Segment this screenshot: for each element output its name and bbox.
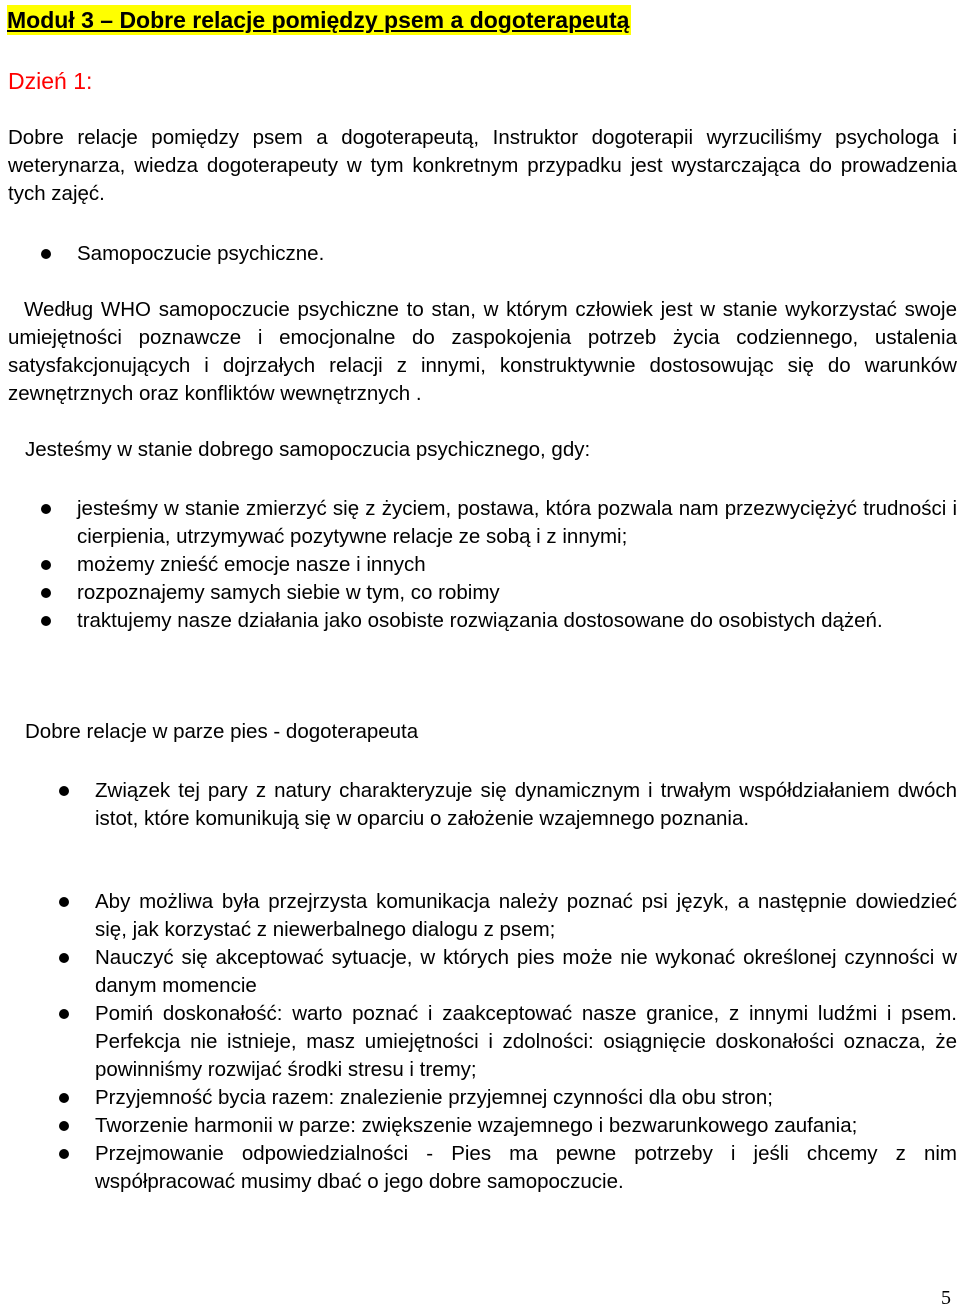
list-item	[95, 1000, 957, 1084]
list-item	[95, 1084, 957, 1112]
bullet-dot-icon	[41, 249, 51, 259]
list-item-text: Przejmowanie odpowiedzialności - Pies ma pewne potrzeby i jeśli chcemy z nim współpracować musimy dbać o jego dobre samopoczucie.	[95, 1142, 957, 1193]
list-item-text: Aby możliwa była przejrzysta komunikacja należy poznać psi język, a następnie dowiedzieć się, jak korzystać z niewerbalnego dialogu z psem;	[95, 890, 957, 941]
list-item-text: Pomiń doskonałość: warto poznać i zaakceptować nasze granice, z innymi ludźmi i psem. Perfekcja nie istnieje, masz umiejętności i zdolności: osiągnięcie doskonałości oznacza, że powinniśmy rozwijać środki stresu i tremy;	[95, 1002, 957, 1081]
lead-paragraph: Jesteśmy w stanie dobrego samopoczucia psychicznego, gdy:	[25, 438, 591, 461]
list-item-text: rozpoznajemy samych siebie w tym, co robimy	[77, 581, 500, 604]
list-item-text: jesteśmy w stanie zmierzyć się z życiem, postawa, która pozwala nam przezwyciężyć trudności i cierpienia, utrzymywać pozytywne relacje ze sobą i z innymi;	[77, 497, 957, 548]
wellbeing-bullet	[77, 240, 957, 268]
page-number: 5	[941, 1287, 951, 1309]
bullet-dot-icon	[41, 588, 51, 598]
bullet-text: Samopoczucie psychiczne.	[77, 242, 325, 265]
list-item	[77, 240, 957, 268]
list-item	[95, 1140, 957, 1196]
bullet-dot-icon	[59, 1149, 69, 1159]
section-heading: Dobre relacje w parze pies - dogoterapeuta	[25, 720, 419, 743]
bullet-dot-icon	[59, 1009, 69, 1019]
wellbeing-conditions-list	[77, 495, 957, 635]
list-item	[95, 777, 957, 833]
list-item	[77, 495, 957, 551]
relationship-intro-list	[95, 777, 957, 833]
list-item	[77, 607, 957, 635]
list-item	[77, 579, 957, 607]
list-item-text: możemy znieść emocje nasze i innych	[77, 553, 426, 576]
list-item	[77, 551, 957, 579]
bullet-dot-icon	[41, 504, 51, 514]
list-item	[95, 944, 957, 1000]
page-title: Moduł 3 – Dobre relacje pomiędzy psem a dogoterapeutą	[7, 7, 630, 33]
bullet-dot-icon	[59, 1093, 69, 1103]
list-item-text: Związek tej pary z natury charakteryzuje się dynamicznym i trwałym współdziałaniem dwóch istot, które komunikują się w oparciu o założenie wzajemnego poznania.	[95, 779, 957, 830]
day-heading: Dzień 1:	[8, 68, 93, 94]
bullet-dot-icon	[41, 616, 51, 626]
relationship-tips-list	[95, 888, 957, 1196]
bullet-dot-icon	[41, 560, 51, 570]
list-item	[95, 1112, 957, 1140]
bullet-dot-icon	[59, 953, 69, 963]
who-paragraph: Według WHO samopoczucie psychiczne to stan, w którym człowiek jest w stanie wykorzystać swoje umiejętności poznawcze i emocjonalne do zaspokojenia potrzeb życia codziennego, ustalenia satysfakcjonujących i dojrzałych relacji z innymi, konstruktywnie dostosowując się do warunków zewnętrznych oraz konfliktów wewnętrznych .	[8, 298, 957, 405]
list-item-text: Tworzenie harmonii w parze: zwiększenie wzajemnego i bezwarunkowego zaufania;	[95, 1114, 858, 1137]
list-item-text: Przyjemność bycia razem: znalezienie przyjemnej czynności dla obu stron;	[95, 1086, 773, 1109]
bullet-dot-icon	[59, 1121, 69, 1131]
list-item	[95, 888, 957, 944]
bullet-dot-icon	[59, 786, 69, 796]
list-item-text: Nauczyć się akceptować sytuacje, w których pies może nie wykonać określonej czynności w danym momencie	[95, 946, 957, 997]
bullet-dot-icon	[59, 897, 69, 907]
intro-paragraph: Dobre relacje pomiędzy psem a dogoterapeutą, Instruktor dogoterapii wyrzuciliśmy psychologa i weterynarza, wiedza dogoterapeuty w tym konkretnym przypadku jest wystarczająca do prowadzenia tych zajęć.	[8, 126, 957, 205]
list-item-text: traktujemy nasze działania jako osobiste rozwiązania dostosowane do osobistych dążeń.	[77, 609, 883, 632]
